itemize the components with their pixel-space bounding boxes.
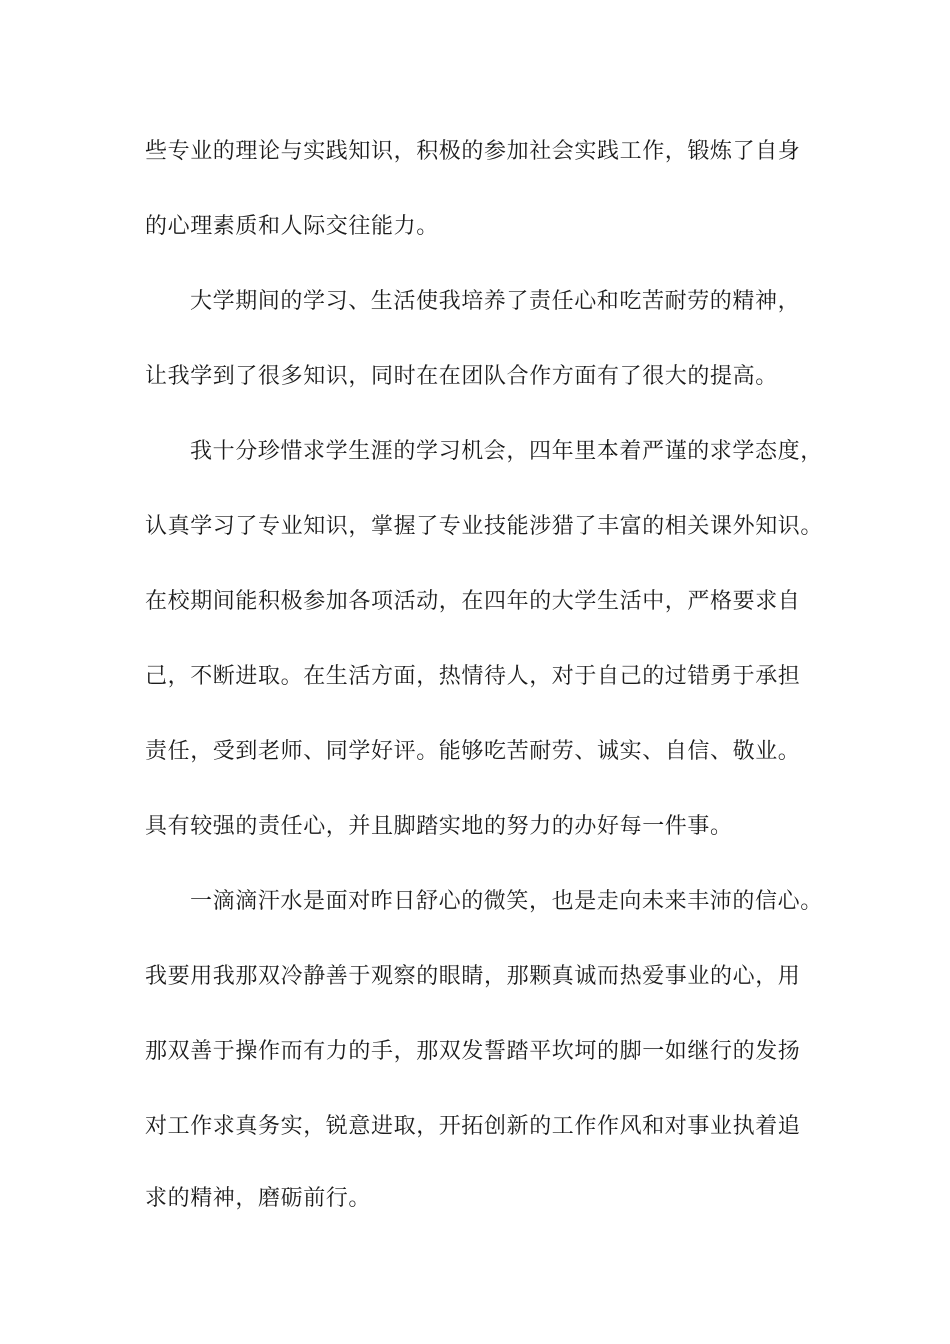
paragraph-line: 那双善于操作而有力的手，那双发誓踏平坎坷的脚一如继行的发扬 [145,1039,801,1064]
paragraph-first-line: 我十分珍惜求学生涯的学习机会，四年里本着严谨的求学态度， [190,439,823,464]
paragraph-first-line: 一滴滴汗水是面对昨日舒心的微笑，也是走向未来丰沛的信心。 [190,889,823,914]
paragraph-line: 在校期间能积极参加各项活动，在四年的大学生活中，严格要求自 [145,589,801,614]
paragraph-line: 认真学习了专业知识，掌握了专业技能涉猎了丰富的相关课外知识。 [145,514,824,539]
paragraph-line: 的心理素质和人际交往能力。 [145,214,439,239]
paragraph-line: 己，不断进取。在生活方面，热情待人，对于自己的过错勇于承担 [145,664,801,689]
paragraph-line: 些专业的理论与实践知识，积极的参加社会实践工作，锻炼了自身 [145,139,801,164]
paragraph-first-line: 大学期间的学习、生活使我培养了责任心和吃苦耐劳的精神， [190,289,801,314]
paragraph-line: 让我学到了很多知识，同时在在团队合作方面有了很大的提高。 [145,364,778,389]
paragraph-line: 具有较强的责任心，并且脚踏实地的努力的办好每一件事。 [145,814,733,839]
paragraph-line: 求的精神，磨砺前行。 [145,1186,372,1211]
paragraph-line: 我要用我那双冷静善于观察的眼睛，那颗真诚而热爱事业的心，用 [145,964,801,989]
paragraph-line: 责任，受到老师、同学好评。能够吃苦耐劳、诚实、自信、敬业。 [145,739,801,764]
paragraph-line: 对工作求真务实，锐意进取，开拓创新的工作作风和对事业执着追 [145,1114,801,1139]
